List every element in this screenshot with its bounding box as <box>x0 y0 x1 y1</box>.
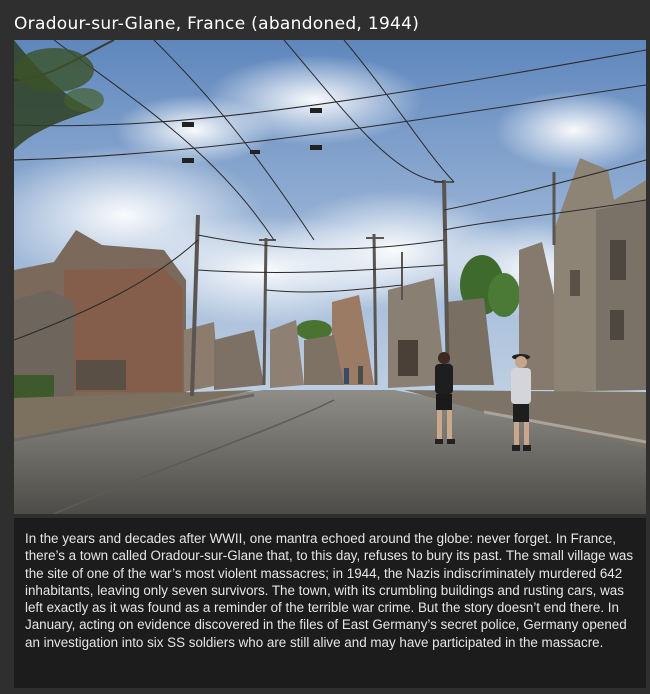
page-title: Oradour-sur-Glane, France (abandoned, 1944) <box>14 14 420 34</box>
street-photo <box>14 40 646 514</box>
ruined-village-illustration <box>14 40 646 514</box>
caption-box <box>14 518 646 688</box>
caption-text: In the years and decades after WWII, one mantra echoed around the globe: never forget. In France, there’s a town called Oradour-sur-Glane that, to this day, refuses to bury its past. The small village was the site of one of the war’s most violent massacres; in 1944, the Nazis indiscriminately murdered 642 inhabitants, leaving only seven survivors. The town, with its crumbling buildings and rusting cars, was left exactly as it was found as a reminder of the terrible war crime. But the story doesn’t end there. In January, acting on evidence discovered in the files of East Germany’s secret police, Germany opened an investigation into six SS soldiers who are still alive and may have participated in the massacre. <box>25 531 634 650</box>
